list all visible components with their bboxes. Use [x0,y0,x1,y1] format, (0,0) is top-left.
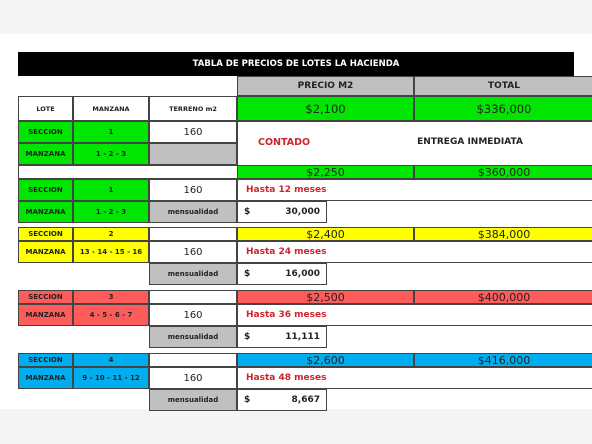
currency-symbol: $ [244,207,251,217]
section-4-plazo: Hasta 48 meses [237,367,592,389]
header-lote: LOTE [18,96,73,121]
section-4-manzana-label: MANZANA [18,367,73,389]
contado-manzana-label: MANZANA [18,143,73,165]
section-4-total: $416,000 [414,353,592,367]
contado-label: CONTADO [258,136,311,148]
entrega-inmediata: ENTREGA INMEDIATA [417,137,523,147]
section-1-mensualidad-label: mensualidad [149,201,237,223]
section-2-precio: $2,400 [237,227,414,241]
currency-symbol: $ [244,269,251,279]
mensualidad-amount: 11,111 [285,332,320,342]
contado-terreno: 160 [149,121,237,143]
section-3-blank [149,290,237,304]
currency-symbol: $ [244,395,251,405]
section-2-terreno: 160 [149,241,237,263]
section-2-seccion-label: SECCION [18,227,73,241]
header-terreno: TERRENO m2 [149,96,237,121]
header-manzana: MANZANA [73,96,149,121]
section-1-seccion-label: SECCION [18,179,73,201]
mensualidad-amount: 30,000 [285,207,320,217]
contado-seccion-value: 1 [73,121,149,143]
contado-gray-cell [149,143,237,165]
section-1-manzana-value: 1 - 2 - 3 [73,201,149,223]
section-1-precio: $2,250 [237,165,414,179]
section-1-seccion-value: 1 [73,179,149,201]
contado-precio-m2: $2,100 [237,96,414,121]
contado-total: $336,000 [414,96,592,121]
section-2-blank [149,227,237,241]
section-4-seccion-value: 4 [73,353,149,367]
section-4-mensualidad [237,389,327,411]
section-2-mensualidad [237,263,327,285]
contado-seccion-label: SECCION [18,121,73,143]
section-2-manzana-label: MANZANA [18,241,73,263]
section-4-precio: $2,600 [237,353,414,367]
section-2-total: $384,000 [414,227,592,241]
section-1-mensualidad [237,201,327,223]
section-1-manzana-label: MANZANA [18,201,73,223]
section-3-mensualidad [237,326,327,348]
price-sheet [0,34,592,409]
section-3-seccion-label: SECCION [18,290,73,304]
section-2-mensualidad-label: mensualidad [149,263,237,285]
section-4-terreno: 160 [149,367,237,389]
mensualidad-amount: 16,000 [285,269,320,279]
section-3-manzana-value: 4 - 5 - 6 - 7 [73,304,149,326]
section-3-seccion-value: 3 [73,290,149,304]
mensualidad-amount: 8,667 [291,395,320,405]
section-1-band-left [18,165,237,179]
header-precio-m2: PRECIO M2 [237,76,414,96]
section-4-mensualidad-label: mensualidad [149,389,237,411]
section-2-manzana-value: 13 - 14 - 15 - 16 [73,241,149,263]
section-3-terreno: 160 [149,304,237,326]
section-3-mensualidad-label: mensualidad [149,326,237,348]
section-3-manzana-label: MANZANA [18,304,73,326]
section-1-plazo: Hasta 12 meses [237,179,592,201]
section-1-total: $360,000 [414,165,592,179]
section-3-plazo: Hasta 36 meses [237,304,592,326]
section-4-seccion-label: SECCION [18,353,73,367]
section-2-plazo: Hasta 24 meses [237,241,592,263]
contado-manzana-value: 1 - 2 - 3 [73,143,149,165]
currency-symbol: $ [244,332,251,342]
header-total: TOTAL [414,76,592,96]
section-3-precio: $2,500 [237,290,414,304]
table-title: TABLA DE PRECIOS DE LOTES LA HACIENDA [18,52,574,76]
section-4-manzana-value: 9 - 10 - 11 - 12 [73,367,149,389]
section-3-total: $400,000 [414,290,592,304]
section-2-seccion-value: 2 [73,227,149,241]
section-1-terreno: 160 [149,179,237,201]
section-4-blank [149,353,237,367]
